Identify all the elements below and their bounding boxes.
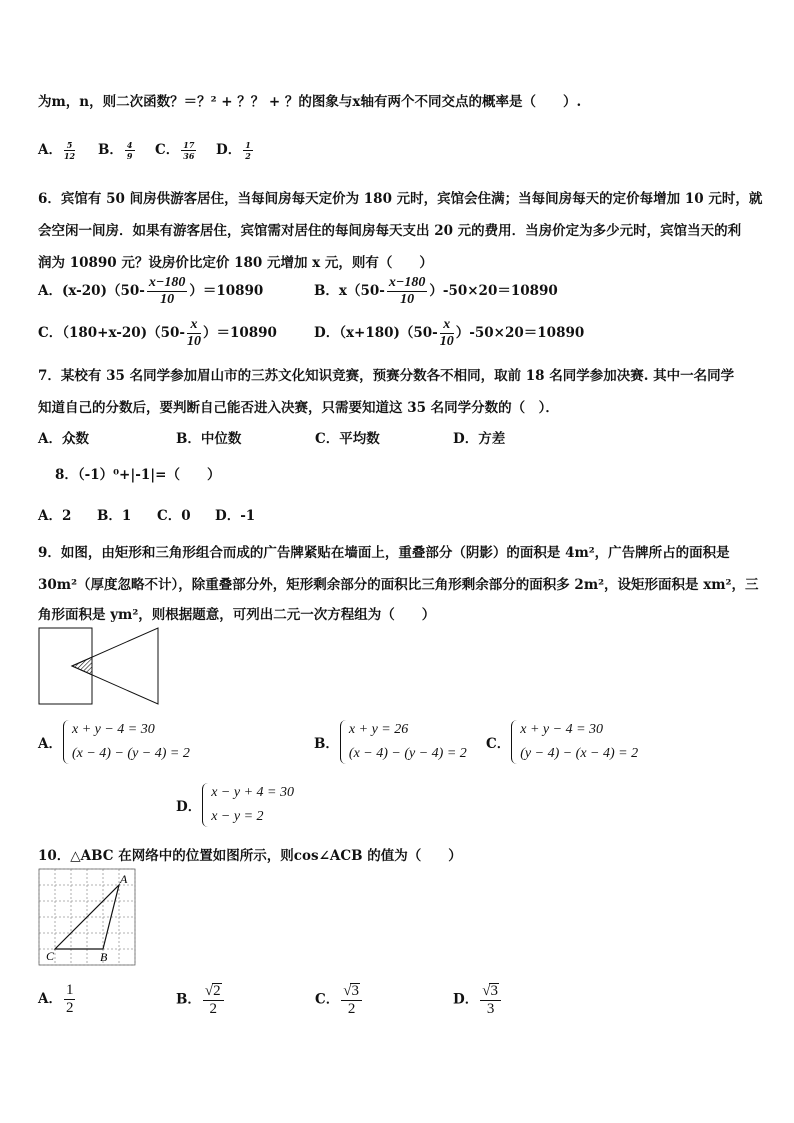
q8-option-d: D．-1 xyxy=(215,508,256,524)
q5-option-a: A． $\frac{5}{12}$ xyxy=(38,140,76,161)
q7-line-2: 知道自己的分数后，要判断自己能否进入决赛，只需要知道这 35 名同学分数的（ ）． xyxy=(38,400,559,416)
q5-text: 为m，n，则二次函数？＝？² + ？？ + ？的图象与x轴有两个不同交点的概率是（ ）. xyxy=(38,94,582,110)
vertex-c-label: C xyxy=(46,949,55,963)
q8-option-c: C．0 xyxy=(157,508,191,524)
q10-option-d: D． $\frac{√3}{3}$ xyxy=(453,983,503,1017)
q7-option-c: C．平均数 xyxy=(315,431,380,447)
q8-option-b: B．1 xyxy=(97,508,132,524)
q7-option-d: D．方差 xyxy=(453,431,506,447)
q8-option-a: A．2 xyxy=(38,508,72,524)
q10-option-c: C． $\frac{√3}{2}$ xyxy=(315,983,364,1017)
vertex-b-label: B xyxy=(100,950,108,964)
q10-option-b: B． $\frac{√2}{2}$ xyxy=(176,983,226,1017)
q8-text: 8．（-1）⁰+|-1|=（ ） xyxy=(55,467,221,483)
grid-triangle-figure xyxy=(38,868,138,968)
q7-option-b: B．中位数 xyxy=(176,431,242,447)
q10-option-a: A． $\frac{1}{2}$ xyxy=(38,982,74,1016)
q9-option-d: D． x − y + 4 = 30 x − y = 2 xyxy=(176,781,294,829)
q9-option-a: A． x + y − 4 = 30 (x − 4) − (y − 4) = 2 xyxy=(38,718,190,766)
q6-line-1: 6．宾馆有 50 间房供游客居住，当每间房每天定价为 180 元时，宾馆会住满；当每间房每天的定价每增加 10 元时，就 xyxy=(38,191,763,207)
q6-option-b: B．x（50- $\frac{x-180}{10}$ ）-50×20＝10890 xyxy=(314,275,558,307)
q7-option-a: A．众数 xyxy=(38,431,89,447)
q5-option-b: B． $\frac{4}{9}$ xyxy=(98,140,133,161)
vertex-a-label: A xyxy=(120,872,128,886)
q6-option-d: D．（x+180)（50- $\frac{x}{10}$ ）-50×20＝10890 xyxy=(314,317,585,349)
q9-line-2: 30m²（厚度忽略不计），除重叠部分外，矩形剩余部分的面积比三角形剩余部分的面积多 2m²，设矩形面积是 xm²，三 xyxy=(38,577,759,593)
q6-option-a: A．(x-20)（50- $\frac{x-180}{10}$ ）＝10890 xyxy=(38,275,264,307)
billboard-figure xyxy=(38,627,162,707)
q7-line-1: 7．某校有 35 名同学参加眉山市的三苏文化知识竞赛，预赛分数各不相同，取前 18 名同学参加决赛. 其中一名同学 xyxy=(38,368,735,384)
overlap-shaded-region xyxy=(72,657,92,675)
q9-option-c: C． x + y − 4 = 30 (y − 4) − (x − 4) = 2 xyxy=(486,718,638,766)
q6-line-3: 润为 10890 元？设房价比定价 180 元增加 x 元，则有（ ） xyxy=(38,255,433,271)
q9-line-3: 角形面积是 ym²，则根据题意，可列出二元一次方程组为（ ） xyxy=(38,607,436,623)
q5-option-d: D． $\frac{1}{2}$ xyxy=(216,140,251,161)
q6-line-2: 会空闲一间房．如果有游客居住，宾馆需对居住的每间房每天支出 20 元的费用．当房价定为多少元时，宾馆当天的利 xyxy=(38,223,742,239)
q10-text: 10．△ABC 在网络中的位置如图所示，则cos∠ACB 的值为（ ） xyxy=(38,848,462,864)
q9-option-b: B． x + y = 26 (x − 4) − (y − 4) = 2 xyxy=(314,718,467,766)
q5-option-c: C． $\frac{17}{36}$ xyxy=(155,140,195,161)
q6-option-c: C．（180+x-20)（50- $\frac{x}{10}$ ）＝10890 xyxy=(38,317,277,349)
q9-line-1: 9．如图，由矩形和三角形组合而成的广告牌紧贴在墙面上，重叠部分（阴影）的面积是 4m²，广告牌所占的面积是 xyxy=(38,545,730,561)
